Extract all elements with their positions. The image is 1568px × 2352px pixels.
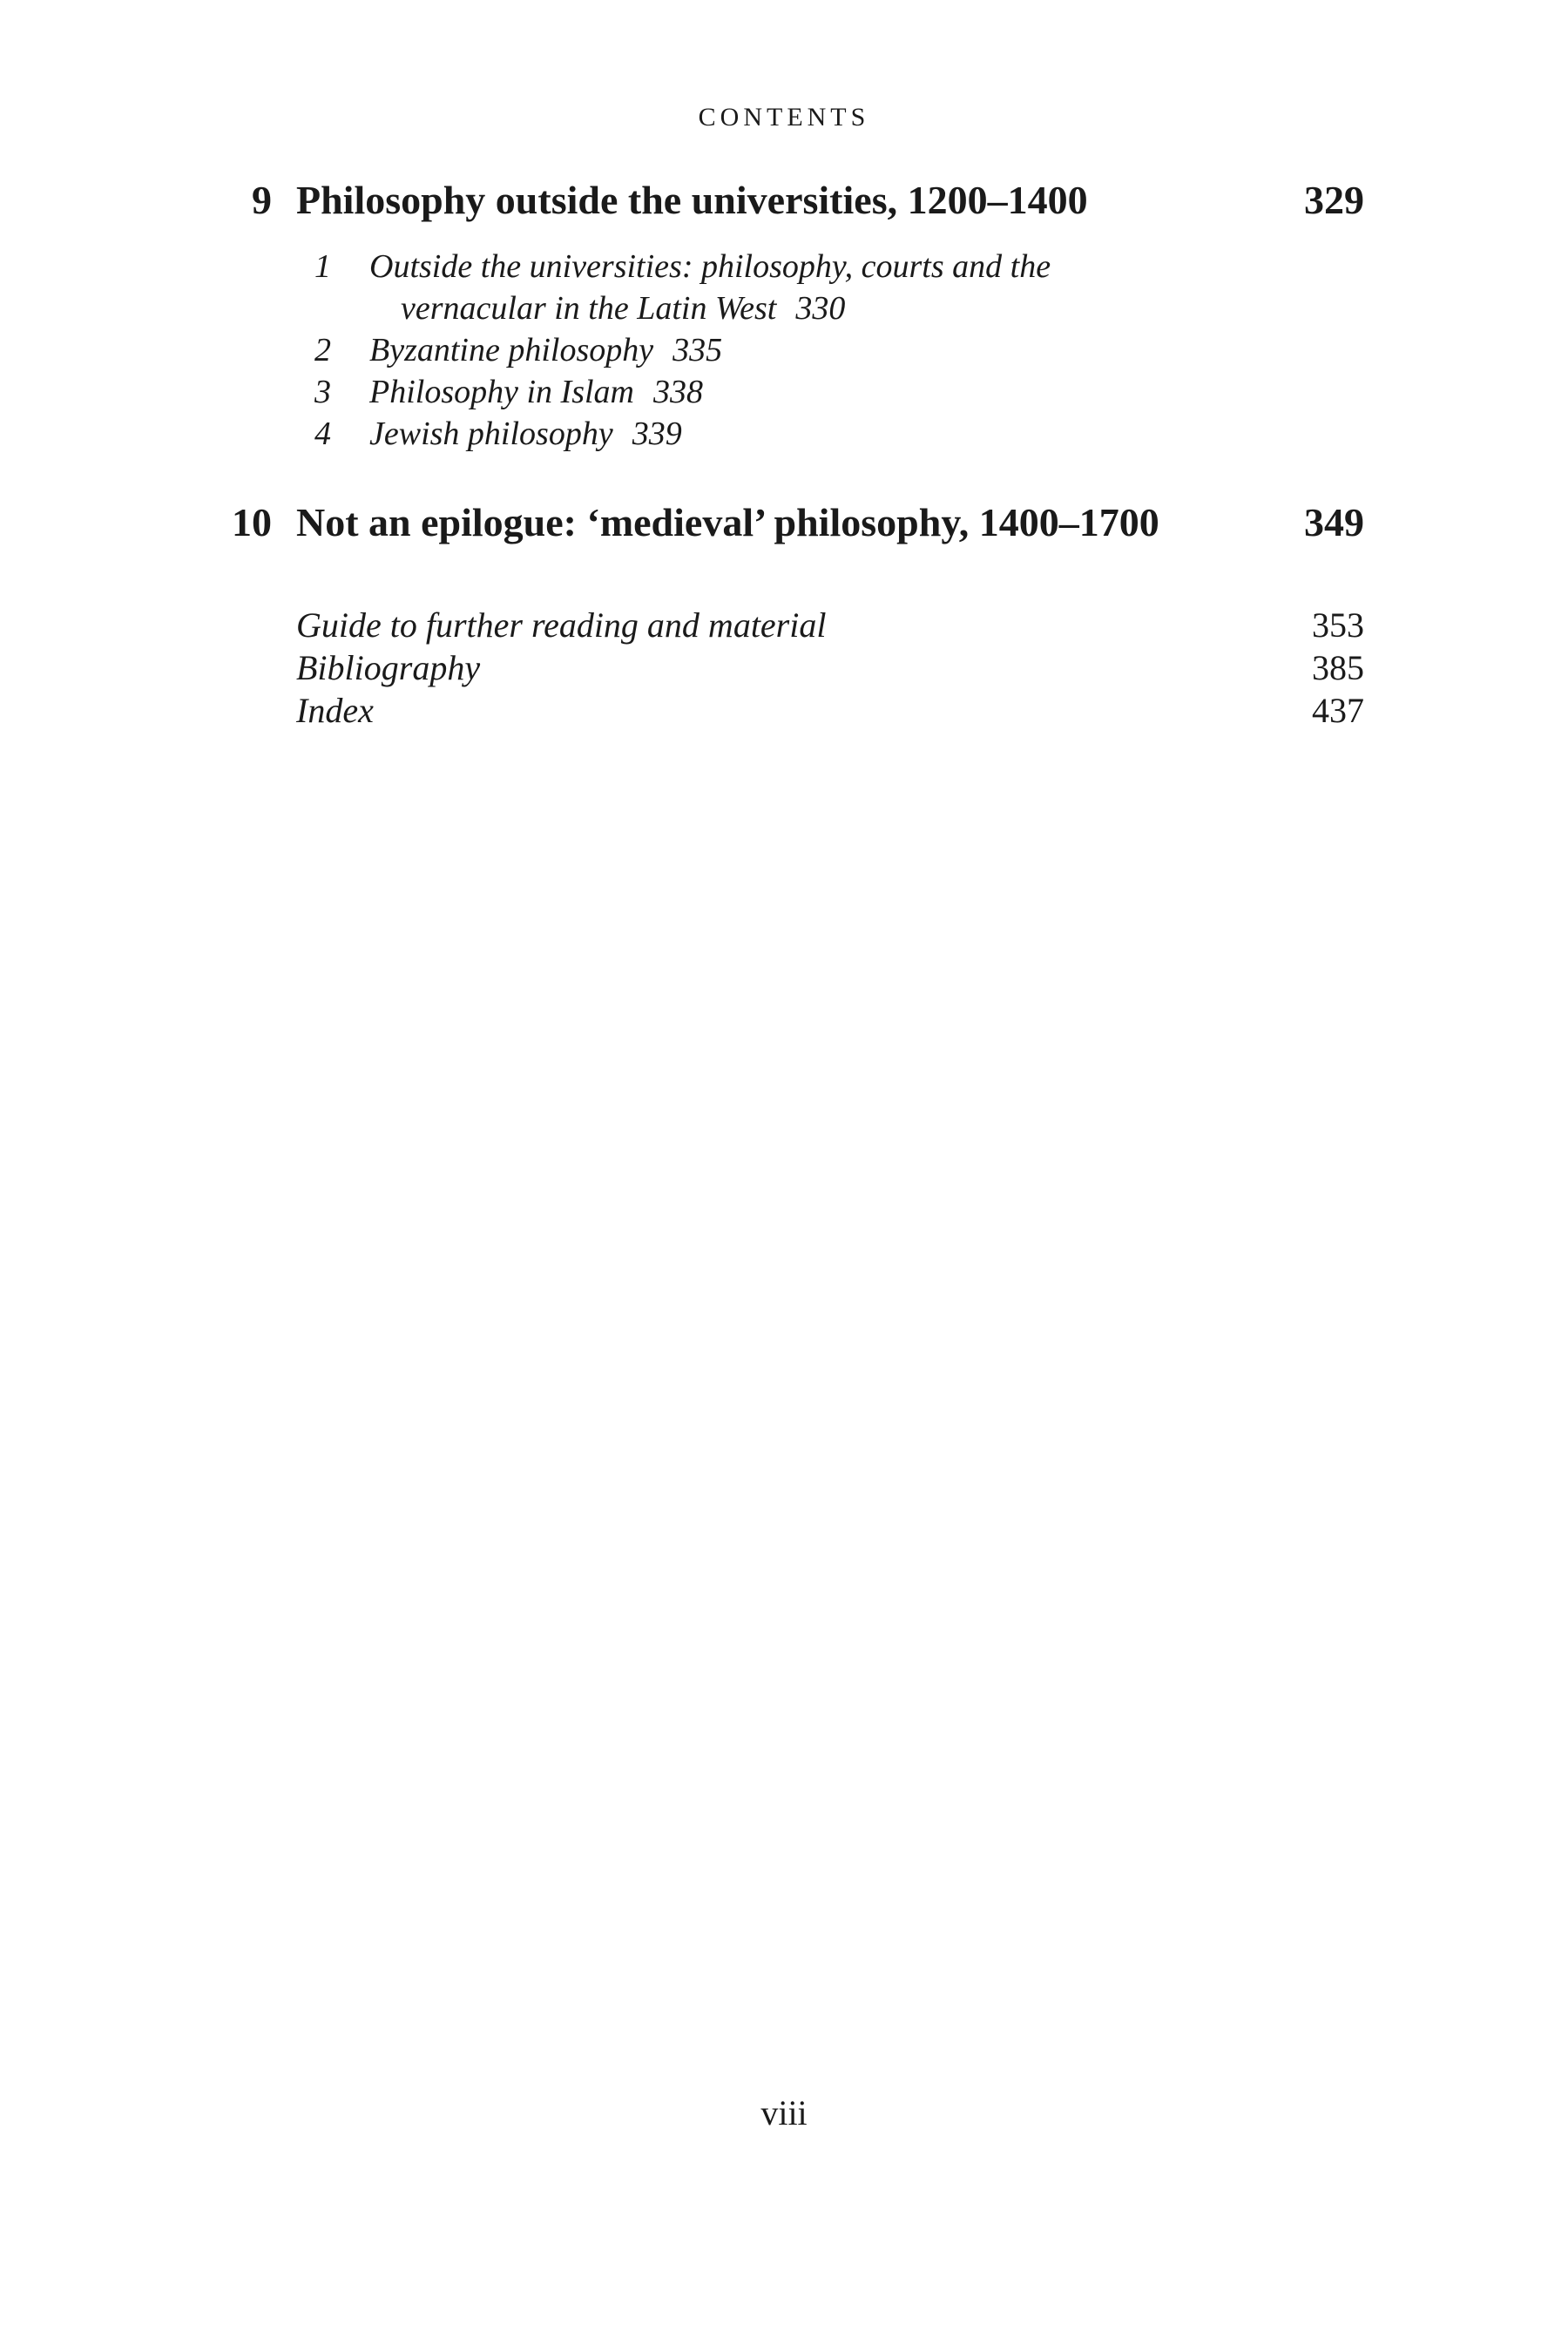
section-number: 3 <box>314 374 331 410</box>
section-title: Outside the universities: philosophy, courts and the <box>369 248 1051 285</box>
backmatter-list <box>296 604 1364 732</box>
chapter-number: 10 <box>232 500 272 544</box>
section-title: Byzantine philosophy <box>369 332 654 368</box>
toc-backmatter-item[interactable] <box>296 646 1364 689</box>
chapter-title: Not an epilogue: ‘medieval’ philosophy, 1400–1700 <box>296 500 1159 544</box>
chapter-title: Philosophy outside the universities, 1200–1400 <box>296 178 1088 222</box>
section-title: Jewish philosophy <box>369 416 613 452</box>
section-number: 1 <box>314 248 331 285</box>
backmatter-page: 437 <box>1312 691 1364 730</box>
section-number: 4 <box>314 416 331 452</box>
chapter-9-sections <box>0 246 1568 455</box>
backmatter-label: Bibliography <box>296 648 481 687</box>
section-page: 330 <box>795 290 846 327</box>
section-title: Philosophy in Islam <box>369 374 634 410</box>
page-number: viii <box>760 2093 808 2132</box>
running-head: CONTENTS <box>698 103 870 132</box>
backmatter-page: 353 <box>1312 605 1364 645</box>
toc-backmatter-item[interactable] <box>296 604 1364 646</box>
backmatter-label: Guide to further reading and material <box>296 605 827 645</box>
section-title-continued: vernacular in the Latin West <box>401 290 777 327</box>
section-page: 338 <box>652 374 703 410</box>
toc-backmatter-item[interactable] <box>296 689 1364 732</box>
chapter-number: 9 <box>252 178 272 222</box>
backmatter-page: 385 <box>1312 648 1364 687</box>
section-page: 339 <box>632 416 682 452</box>
toc-section[interactable] <box>0 371 1568 413</box>
toc-section[interactable] <box>0 413 1568 455</box>
toc-section[interactable] <box>0 246 1568 329</box>
section-page: 335 <box>672 332 723 368</box>
section-number: 2 <box>314 332 331 368</box>
chapter-page: 329 <box>1304 178 1364 222</box>
toc-section[interactable] <box>0 329 1568 371</box>
backmatter-label: Index <box>296 691 374 730</box>
chapter-page: 349 <box>1304 500 1364 544</box>
